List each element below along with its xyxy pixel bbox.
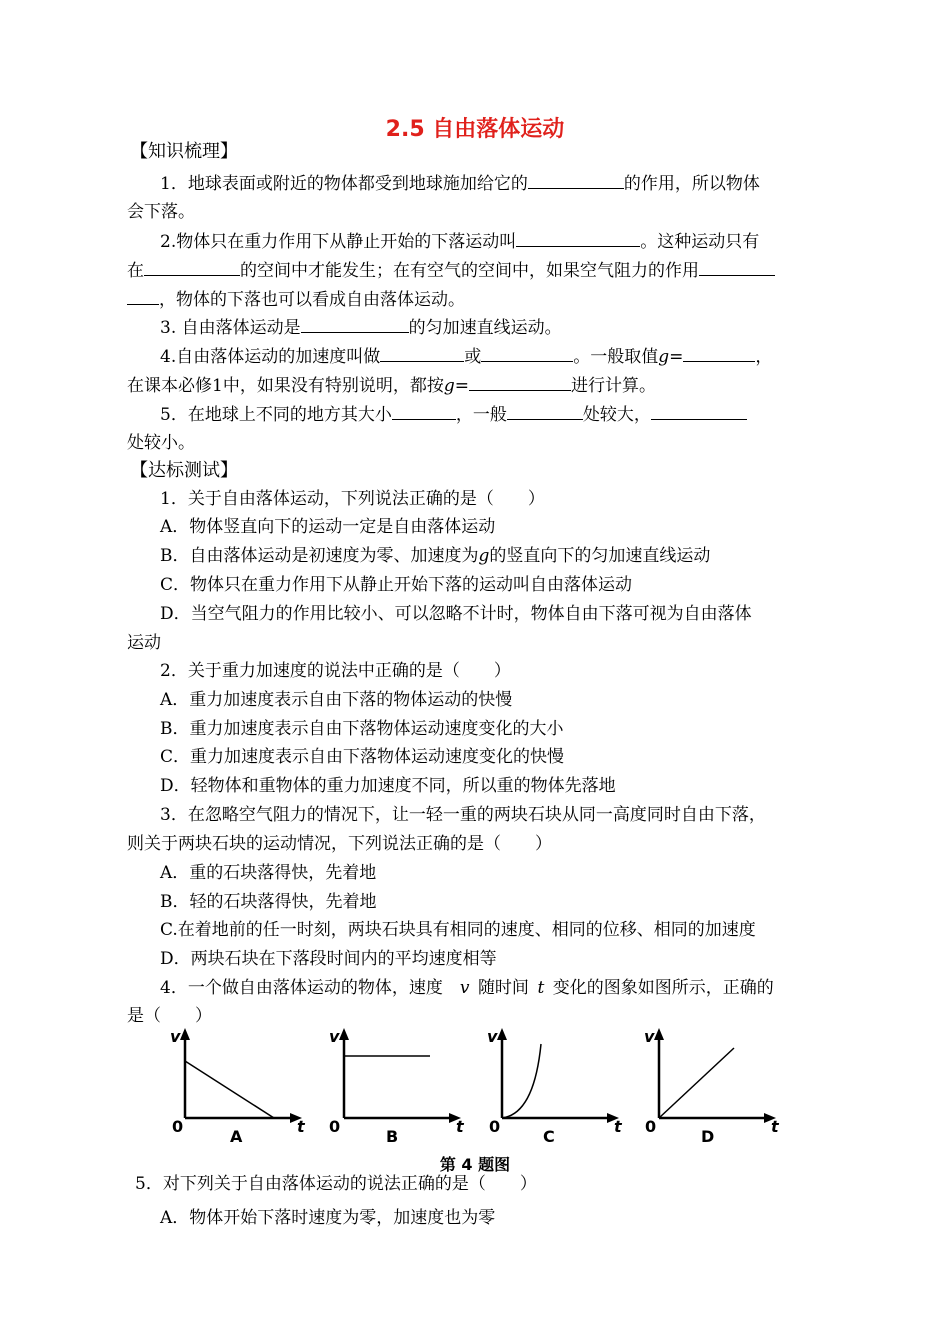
question-3-cont: 则关于两块石块的运动情况，下列说法正确的是（ ）: [127, 834, 552, 854]
option-3C[interactable]: C.在着地前的任一时刻，两块石块具有相同的速度、相同的位移、相同的加速度: [160, 920, 756, 940]
text: g: [443, 376, 455, 396]
x-axis-label: t: [297, 1117, 305, 1136]
text: ，一般: [455, 405, 507, 425]
text: 变化的图象如图所示，正确的: [552, 978, 774, 998]
fill-blank[interactable]: [392, 403, 456, 420]
figure-caption: 第 4 题图: [439, 1155, 511, 1174]
text: =: [454, 376, 469, 396]
knowledge-q5-cont: 处较小。: [127, 433, 195, 453]
text: 。这种运动只有: [640, 232, 760, 252]
option-1D[interactable]: D．当空气阻力的作用比较小、可以忽略不计时，物体自由下落可视为自由落体: [160, 604, 752, 624]
fill-blank[interactable]: [481, 345, 573, 362]
y-axis-label: v: [329, 1027, 340, 1046]
graph-B: [320, 1024, 470, 1148]
graph-line: [659, 1048, 734, 1118]
option-2C[interactable]: C．重力加速度表示自由下落物体运动速度变化的快慢: [160, 747, 565, 767]
text: ，: [755, 347, 773, 367]
fill-blank[interactable]: [651, 403, 747, 420]
fill-blank[interactable]: [516, 230, 640, 247]
graph-curve: [502, 1044, 541, 1118]
option-1B[interactable]: [160, 545, 710, 567]
graph-label: B: [386, 1127, 399, 1146]
question-4: [160, 977, 774, 999]
y-axis-label: v: [644, 1027, 655, 1046]
graph-A: [162, 1024, 312, 1148]
option-2D[interactable]: D．轻物体和重物体的重力加速度不同，所以重的物体先落地: [160, 776, 616, 796]
text: 2.物体只在重力作用下从静止开始的下落运动叫: [160, 232, 517, 252]
fill-blank[interactable]: [699, 259, 775, 276]
text: 4．一个做自由落体运动的物体，速度: [160, 978, 443, 998]
section-knowledge: 【知识梳理】: [130, 141, 238, 162]
text: 处较大，: [582, 405, 651, 425]
question-4-cont: 是（ ）: [127, 1006, 212, 1026]
text: g: [478, 546, 490, 566]
fill-blank[interactable]: [507, 403, 583, 420]
knowledge-q1: [160, 172, 760, 195]
fill-blank[interactable]: [144, 259, 240, 276]
text: B．自由落体运动是初速度为零、加速度为: [160, 546, 479, 566]
y-axis-arrow: [180, 1028, 190, 1040]
question-1: 1．关于自由落体运动，下列说法正确的是（ ）: [160, 489, 545, 509]
option-5A[interactable]: A．物体开始下落时速度为零，加速度也为零: [160, 1208, 496, 1228]
fill-blank[interactable]: [127, 288, 159, 305]
option-3B[interactable]: B．轻的石块落得快，先着地: [160, 892, 377, 912]
text: t: [537, 978, 545, 998]
knowledge-q5: [160, 403, 747, 426]
fill-blank[interactable]: [380, 345, 464, 362]
text: ，物体的下落也可以看成自由落体运动。: [159, 290, 465, 310]
y-axis-arrow: [497, 1028, 507, 1040]
text: 进行计算。: [570, 376, 656, 396]
origin-label: 0: [489, 1117, 501, 1136]
option-3D[interactable]: D．两块石块在下落段时间内的平均速度相等: [160, 949, 497, 969]
text: 或: [464, 347, 482, 367]
graph-line: [185, 1061, 274, 1118]
x-axis-label: t: [614, 1117, 622, 1136]
graph-label: C: [543, 1127, 555, 1146]
text: g: [658, 347, 670, 367]
text: 5．在地球上不同的地方其大小: [160, 405, 392, 425]
text: 4.自由落体运动的加速度叫做: [160, 347, 381, 367]
section-test: 【达标测试】: [130, 460, 238, 481]
question-3: 3．在忽略空气阻力的情况下，让一轻一重的两块石块从同一高度同时自由下落，: [160, 805, 766, 825]
option-1D-cont: 运动: [127, 633, 161, 653]
y-axis-arrow: [339, 1028, 349, 1040]
graph-label: A: [230, 1127, 243, 1146]
knowledge-q4-line2: [127, 374, 656, 397]
x-axis-label: t: [771, 1117, 779, 1136]
fill-blank[interactable]: [528, 172, 624, 189]
knowledge-q2-line3: [127, 288, 465, 311]
text: 随时间: [477, 978, 529, 998]
fill-blank[interactable]: [469, 374, 571, 391]
y-axis-label: v: [487, 1027, 498, 1046]
knowledge-q1-cont: 会下落。: [127, 202, 195, 222]
text: 的匀加速直线运动。: [408, 318, 562, 338]
knowledge-q2: [160, 230, 759, 253]
question-5: 5．对下列关于自由落体运动的说法正确的是（ ）: [135, 1174, 537, 1194]
graph-label: D: [701, 1127, 715, 1146]
graph-C: [479, 1024, 629, 1148]
text: 的空间中才能发生；在有空气的空间中，如果空气阻力的作用: [240, 261, 699, 281]
knowledge-q4: [160, 345, 772, 368]
text: v: [459, 978, 470, 998]
text: 在课本必修1中，如果没有特别说明，都按: [127, 376, 444, 396]
graph-D: [636, 1024, 786, 1148]
text: 的作用，所以物体: [623, 174, 760, 194]
option-2B[interactable]: B．重力加速度表示自由下落物体运动速度变化的大小: [160, 719, 564, 739]
y-axis-arrow: [654, 1028, 664, 1040]
question-2: 2．关于重力加速度的说法中正确的是（ ）: [160, 661, 511, 681]
text: 1．地球表面或附近的物体都受到地球施加给它的: [160, 174, 528, 194]
x-axis-label: t: [456, 1117, 464, 1136]
text: 的竖直向下的匀加速直线运动: [489, 546, 711, 566]
fill-blank[interactable]: [683, 345, 755, 362]
option-3A[interactable]: A．重的石块落得快，先着地: [160, 863, 377, 883]
option-2A[interactable]: A．重力加速度表示自由下落的物体运动的快慢: [160, 690, 513, 710]
text: 3. 自由落体运动是: [160, 318, 301, 338]
origin-label: 0: [172, 1117, 184, 1136]
y-axis-label: v: [170, 1027, 181, 1046]
option-1A[interactable]: A．物体竖直向下的运动一定是自由落体运动: [160, 517, 496, 537]
text: 。一般取值: [573, 347, 659, 367]
option-1C[interactable]: C．物体只在重力作用下从静止开始下落的运动叫自由落体运动: [160, 575, 633, 595]
text: 在: [127, 261, 144, 281]
knowledge-q3: [160, 316, 562, 339]
page-title: 2.5 自由落体运动: [385, 117, 565, 142]
knowledge-q2-line2: [127, 259, 775, 282]
origin-label: 0: [645, 1117, 657, 1136]
fill-blank[interactable]: [301, 316, 409, 333]
origin-label: 0: [329, 1117, 341, 1136]
text: =: [669, 347, 684, 367]
